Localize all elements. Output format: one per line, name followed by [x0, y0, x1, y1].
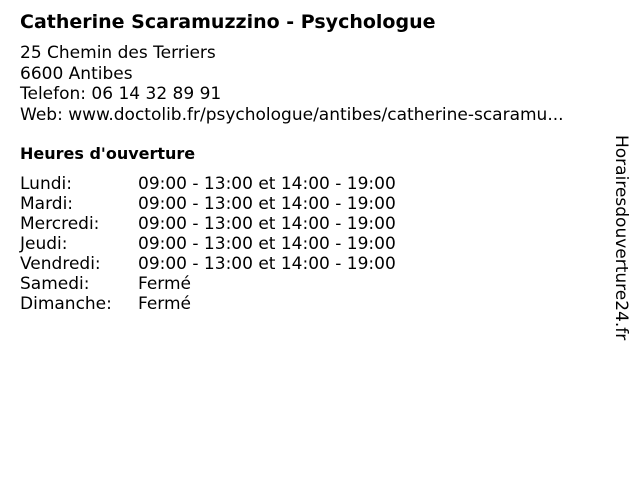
phone-number: Telefon: 06 14 32 89 91 [20, 84, 222, 104]
hours-row-wednesday [20, 214, 396, 234]
website: Web: www.doctolib.fr/psychologue/antibes/catherine-scaramu... [20, 104, 564, 125]
time-value: 09:00 - 13:00 et 14:00 - 19:00 [138, 214, 396, 234]
city: 6600 Antibes [20, 63, 133, 84]
hours-row-saturday [20, 274, 396, 294]
business-title: Catherine Scaramuzzino - Psychologue [20, 11, 436, 33]
time-value: 09:00 - 13:00 et 14:00 - 19:00 [138, 234, 396, 254]
hours-row-monday [20, 174, 396, 194]
day-label: Lundi: [20, 174, 72, 194]
time-value: Fermé [138, 274, 192, 294]
hours-row-tuesday [20, 194, 396, 214]
time-value: Fermé [138, 294, 192, 314]
time-value: 09:00 - 13:00 et 14:00 - 19:00 [138, 174, 396, 194]
site-watermark: Horairesdouverture24.fr [611, 135, 631, 341]
day-label: Mardi: [20, 194, 74, 214]
street-address: 25 Chemin des Terriers [20, 43, 216, 63]
day-label: Jeudi: [20, 234, 68, 254]
day-label: Dimanche: [20, 294, 112, 314]
day-label: Vendredi: [20, 254, 101, 274]
opening-hours-list [20, 174, 396, 314]
hours-row-friday [20, 254, 396, 274]
time-value: 09:00 - 13:00 et 14:00 - 19:00 [138, 194, 396, 214]
time-value: 09:00 - 13:00 et 14:00 - 19:00 [138, 254, 396, 274]
address-block [20, 43, 564, 125]
day-label: Samedi: [20, 274, 90, 294]
hours-row-thursday [20, 234, 396, 254]
hours-row-sunday [20, 294, 396, 314]
day-label: Mercredi: [20, 214, 100, 234]
hours-heading: Heures d'ouverture [20, 144, 196, 163]
